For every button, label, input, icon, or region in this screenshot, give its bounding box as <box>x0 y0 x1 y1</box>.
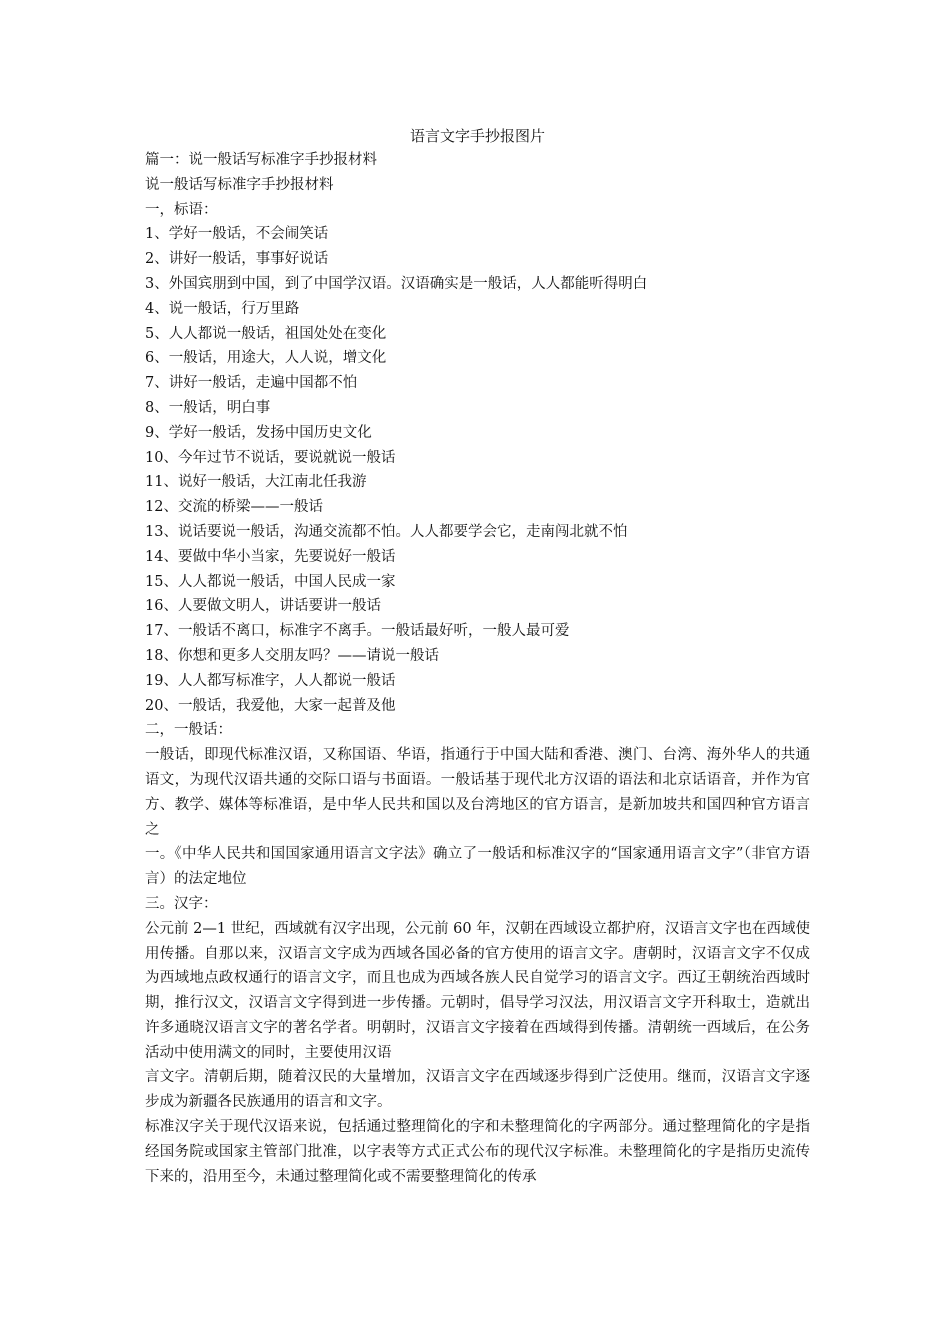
slogan-item: 16、人要做文明人，讲话要讲一般话 <box>145 598 381 615</box>
body-paragraph: 标准汉字关于现代汉语来说，包括通过整理简化的字和未整理简化的字两部分。通过整理简化的字是指经国务院或国家主管部门批准，以字表等方式正式公布的现代汉字标准。未整理简化的字是指历史流传下来的，沿用至今，未通过整理简化或不需要整理简化的传承 <box>145 1119 810 1185</box>
section-heading: 二，一般话： <box>145 722 232 739</box>
text-line: 说一般话写标准字手抄报材料 <box>145 176 334 193</box>
slogan-item: 8、一般话，明白事 <box>145 399 271 416</box>
section-heading: 三。汉字： <box>145 895 218 912</box>
section-heading: 一，标语： <box>145 201 218 218</box>
slogan-item: 3、外国宾朋到中国，到了中国学汉语。汉语确实是一般话，人人都能听得明白 <box>145 275 648 292</box>
slogan-item: 6、一般话，用途大，人人说，增文化 <box>145 350 387 367</box>
slogan-item: 14、要做中华小当家，先要说好一般话 <box>145 548 396 565</box>
slogan-item: 9、学好一般话，发扬中国历史文化 <box>145 424 372 441</box>
text-line: 篇一：说一般话写标准字手抄报材料 <box>145 152 377 168</box>
slogan-item: 1、学好一般话，不会闹笑话 <box>145 226 329 243</box>
slogan-item: 7、讲好一般话，走遍中国都不怕 <box>145 375 358 392</box>
slogan-item: 5、人人都说一般话，祖国处处在变化 <box>145 325 387 342</box>
document-title: 语言文字手抄报图片 <box>409 127 545 145</box>
slogan-item: 19、人人都写标准字，人人都说一般话 <box>145 672 396 689</box>
slogan-item: 4、说一般话，行万里路 <box>145 300 300 317</box>
slogan-item: 11、说好一般话，大江南北任我游 <box>145 474 367 491</box>
slogan-item: 17、一般话不离口，标准字不离手。一般话最好听，一般人最可爱 <box>145 623 570 640</box>
slogan-item: 2、讲好一般话，事事好说话 <box>145 251 329 268</box>
document-page <box>145 124 810 1189</box>
body-paragraph: 一。《中华人民共和国国家通用语言文字法》确立了一般话和标准汉字的“国家通用语言文字”（非官方语言）的法定地位 <box>145 846 810 888</box>
body-paragraph: 一般话，即现代标准汉语，又称国语、华语，指通行于中国大陆和香港、澳门、台湾、海外华人的共通语文，为现代汉语共通的交际口语与书面语。一般话基于现代北方汉语的语法和北京话语音，并作为官方、教学、媒体等标准语，是中华人民共和国以及台湾地区的官方语言，是新加坡共和国四种官方语言之 <box>145 747 810 838</box>
slogan-item: 10、今年过节不说话，要说就说一般话 <box>145 449 396 466</box>
slogan-item: 13、说话要说一般话，沟通交流都不怕。人人都要学会它，走南闯北就不怕 <box>145 523 628 540</box>
body-paragraph: 言文字。清朝后期，随着汉民的大量增加，汉语言文字在西域逐步得到广泛使用。继而，汉语言文字逐步成为新疆各民族通用的语言和文字。 <box>145 1069 810 1111</box>
slogan-item: 15、人人都说一般话，中国人民成一家 <box>145 573 396 590</box>
slogan-item: 20、一般话，我爱他，大家一起普及他 <box>145 697 396 714</box>
slogan-item: 12、交流的桥梁——一般话 <box>145 499 323 516</box>
body-paragraph: 公元前 2—1 世纪，西域就有汉字出现，公元前 60 年，汉朝在西域设立都护府，汉语言文字也在西域使用传播。自那以来，汉语言文字成为西域各国必备的官方使用的语言文字。唐朝时，汉语言文字不仅成为西域地点政权通行的语言文字，而且也成为西域各族人民自觉学习的语言文字。西辽王朝统治西域时期，推行汉文，汉语言文字得到进一步传播。元朝时，倡导学习汉法，用汉语言文字开科取士，造就出许多通晓汉语言文字的著名学者。明朝时，汉语言文字接着在西域得到传播。清朝统一西域后，在公务活动中使用满文的同时，主要使用汉语 <box>145 920 810 1061</box>
slogan-item: 18、你想和更多人交朋友吗？——请说一般话 <box>145 647 439 664</box>
